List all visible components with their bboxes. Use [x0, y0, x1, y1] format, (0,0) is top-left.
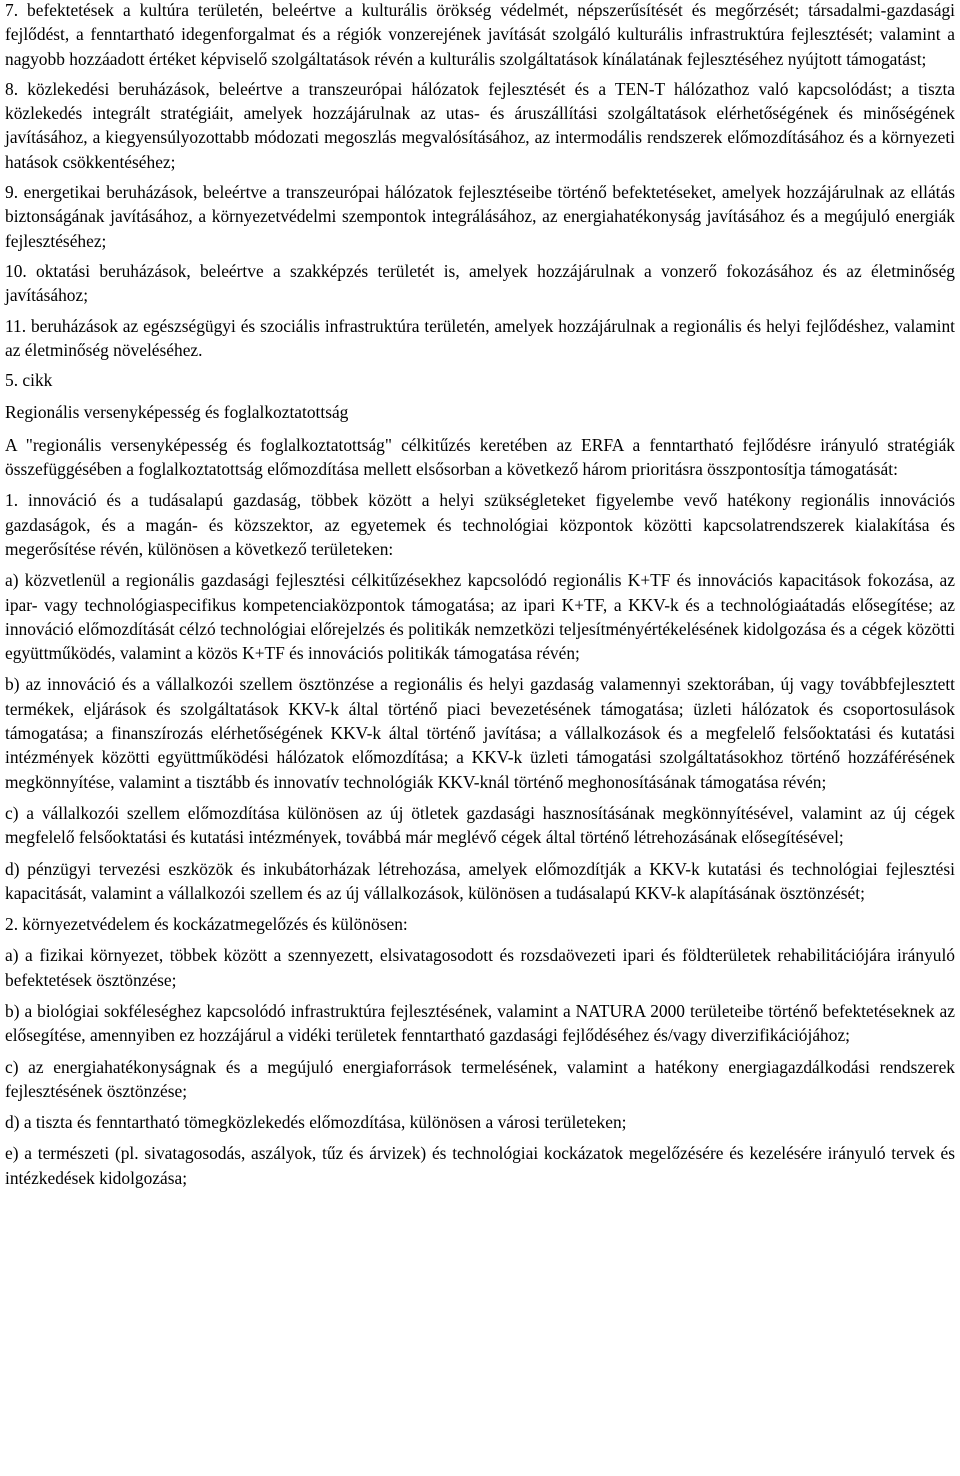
paragraph-item-10: 10. oktatási beruházások, beleértve a szakképzés területét is, amelyek hozzájárulnak a vonzerő fokozásához és az életminőség javításához;	[5, 260, 955, 306]
paragraph-item-11: 11. beruházások az egészségügyi és szociális infrastruktúra területén, amelyek hozzájárulnak a regionális és helyi fejlődéshez, valamint az életminőség növeléséhez.	[5, 315, 955, 360]
priority-2-point-b: b) a biológiai sokféleséghez kapcsolódó infrastruktúra fejlesztésének, valamint a NATURA 2000 területeibe történő befektetéseknek az elősegítése, amennyiben ez hozzájárul a vidéki területek fenntartható gazdasági fejlődéséhez és/vagy diverzifikációjához;	[5, 1000, 955, 1046]
priority-1-point-d: d) pénzügyi tervezési eszközök és inkubátorházak létrehozása, amelyek előmozdítják a KKV-k kutatási és technológiai fejlesztési kapacitását, valamint a vállalkozói szellem és az új vállalkozások, különösen a tudásalapú KKV-k alapításának ösztönzését;	[5, 858, 955, 903]
priority-2-point-e: e) a természeti (pl. sivatagosodás, aszályok, tűz és árvizek) és technológiai kockázatok megelőzésére és kezelésére irányuló tervek és intézkedések kidolgozása;	[5, 1143, 955, 1188]
priority-1-point-a: a) közvetlenül a regionális gazdasági fejlesztési célkitűzésekhez kapcsolódó regionális K+TF és innovációs kapacitások fokozása, az ipar- vagy technológiaspecifikus kompetenciaközpontok támogatása; az ipari K+TF, a KKV-k és a technológiaátadás elősegítése; az innováció előmozdítását célzó technológiai előrejelzés és politikák nemzetközi teljesítményértékelésének kidolgozása és a cégek közötti együttműködés, valamint a közös K+TF és innovációs politikák támogatása révén;	[5, 570, 955, 664]
article-number-heading: 5. cikk	[5, 370, 53, 391]
priority-1-point-c: c) a vállalkozói szellem előmozdítása különösen az új ötletek gazdasági hasznosításának megkönnyítésével, valamint az új cégek megfelelő felsőoktatási és kutatási intézmények, továbbá már meglévő cégek által történő létrehozásának elősegítésével;	[5, 802, 955, 848]
paragraph-item-9: 9. energetikai beruházások, beleértve a transzeurópai hálózatok fejlesztéseibe történő befektetéseket, amelyek hozzájárulnak az ellátás biztonságának javításához, a környezetvédelmi szempontok integrálásához, az energiahatékonyság javításához és a megújuló energiák fejlesztéséhez;	[5, 182, 955, 251]
article-intro-paragraph: A "regionális versenyképesség és foglalkoztatottság" célkitűzés keretében az ERFA a fenntartható fejlődésre irányuló stratégiák összefüggésében a foglalkoztatottság előmozdítása mellett elsősorban a következő három prioritásra összpontosítja támogatását:	[5, 434, 955, 480]
priority-2-paragraph: 2. környezetvédelem és kockázatmegelőzés és különösen:	[5, 914, 408, 935]
priority-2-point-d: d) a tiszta és fenntartható tömegközlekedés előmozdítása, különösen a városi területeken;	[5, 1112, 627, 1133]
priority-1-paragraph: 1. innováció és a tudásalapú gazdaság, többek között a helyi szükségleteket figyelembe vevő hatékony regionális innovációs gazdaságok, és a magán- és közszektor, az egyetemek és technológiai központok közötti kapcsolatrendszerek kialakítása és megerősítése révén, különösen a következő területeken:	[5, 490, 955, 559]
priority-1-point-b: b) az innováció és a vállalkozói szellem ösztönzése a regionális és helyi gazdaság valamennyi szektorában, új vagy továbbfejlesztett termékek, eljárások és szolgáltatások KKV-k által történő piaci bevezetésének támogatása; üzleti hálózatok és csoportosulások támogatása; a finanszírozás elérhetőségének KKV-k által történő javítása; a vállalkozások és a megfelelő felsőoktatási és kutatási intézmények közötti együttműködési hálózatok előmozdítása; a KKV-k üzleti támogatási szolgáltatásokhoz történő hozzáférésének megkönnyítése, valamint a tisztább és innovatív technológiák KKV-knál történő meghonosításának támogatása révén;	[5, 674, 955, 792]
document-page	[5, 0, 955, 1197]
paragraph-item-7: 7. befektetések a kultúra területén, beleértve a kulturális örökség védelmét, népszerűsítését és megőrzését; társadalmi-gazdasági fejlődést, a fenntartható idegenforgalmat és a régiók vonzerejének javítását szolgáló kulturális infrastruktúra fejlesztését; valamint a nagyobb hozzáadott értéket képviselő szolgáltatások révén a kulturális szolgáltatások kínálatának fejlesztéséhez nyújtott támogatást;	[5, 0, 955, 69]
paragraph-item-8: 8. közlekedési beruházások, beleértve a transzeurópai hálózatok fejlesztését és a TEN-T hálózathoz való kapcsolódást; a tiszta közlekedés integrált stratégiáit, amelyek hozzájárulnak az utas- és áruszállítási szolgáltatások elérhetőségének és minőségének javításához, a kiegyensúlyozottabb módozati megoszlás megvalósításához, az intermodális rendszerek előmozdításához és a környezeti hatások csökkentéséhez;	[5, 78, 955, 172]
article-title-heading: Regionális versenyképesség és foglalkoztatottság	[5, 402, 349, 423]
priority-2-point-c: c) az energiahatékonyságnak és a megújuló energiaforrások termelésének, valamint a hatékony energiagazdálkodási rendszerek fejlesztésének ösztönzése;	[5, 1056, 955, 1101]
priority-2-point-a: a) a fizikai környezet, többek között a szennyezett, elsivatagosodott és rozsdaövezeti ipari és földterületek rehabilitációjára irányuló befektetések ösztönzése;	[5, 945, 955, 990]
